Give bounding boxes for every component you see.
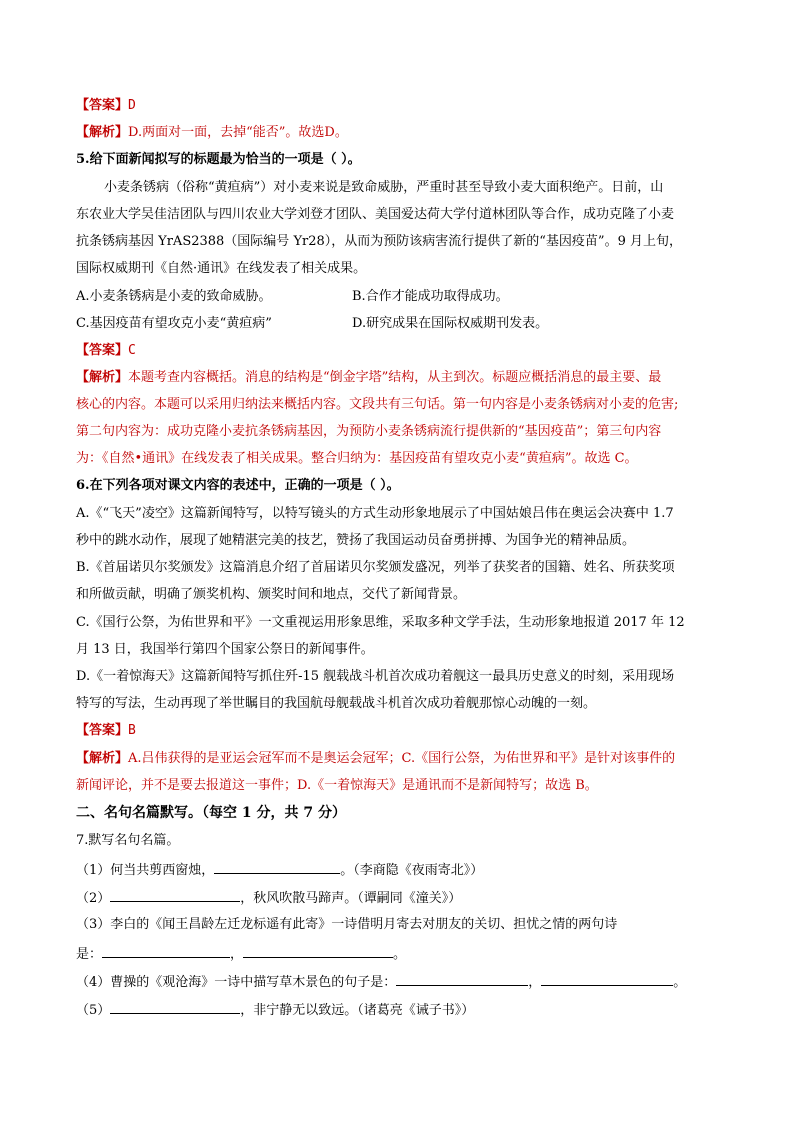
answer-blank[interactable] — [102, 944, 230, 958]
answer-blank[interactable] — [541, 972, 673, 986]
q7-item-text: ， — [230, 947, 244, 962]
q5-analysis-text: 本题考查内容概括。消息的结构是“倒金字塔”结构，从主到次。标题应概括消息的最主要、最 — [128, 370, 662, 385]
q7-item-5 — [76, 1000, 474, 1020]
q5-answer-line — [76, 342, 136, 360]
q7-item-1 — [76, 860, 483, 880]
q6-option-line: C.《国行公祭，为佑世界和平》一文重视运用形象思维，采取多种文学手法，生动形象地报道 2017 年 12 — [76, 615, 685, 630]
q4-analysis: D.两面对一面，去掉“能否”。故选D。 — [128, 125, 348, 140]
analysis-tag: 【解析】 — [76, 370, 129, 385]
q6-analysis-text: A.吕伟获得的是亚运会冠军而不是奥运会冠军；C.《国行公祭，为佑世界和平》是针对该事件的 — [128, 751, 676, 766]
q7-item-text: （4）曹操的《观沧海》一诗中描写草木景色的句子是： — [76, 975, 397, 990]
q7-item-text: ， — [528, 975, 542, 990]
answer-tag: 【答案】 — [76, 343, 129, 358]
q5-passage-line: 国际权威期刊《自然·通讯》在线发表了相关成果。 — [76, 261, 367, 276]
analysis-tag: 【解析】 — [76, 125, 129, 140]
q6-option-line: D.《一着惊海天》这篇新闻特写抓住歼-15 舰载战斗机首次成功着舰这一最具历史意义的时刻，采用现场 — [76, 669, 675, 684]
q7-item-text: ，秋风吹散马蹄声。（谭嗣同《潼关》） — [240, 891, 462, 906]
q5-passage-line: 东农业大学吴佳洁团队与四川农业大学刘登才团队、美国爱达荷大学付道林团队等合作，成功克隆了小麦 — [76, 207, 675, 222]
q6-analysis-line — [76, 750, 675, 768]
q5-option-b: B.合作才能成功取得成功。 — [352, 289, 509, 304]
q6-option-line: B.《首届诺贝尔奖颁发》这篇消息介绍了首届诺贝尔奖颁发盛况，列举了获奖者的国籍、姓名、所获奖项 — [76, 560, 675, 575]
q6-option-line: 特写的写法，生动再现了举世瞩目的我国航母舰载战斗机首次成功着舰那惊心动魄的一刻。 — [76, 696, 597, 711]
q7-item-text: （1）何当共剪西窗烛， — [76, 863, 215, 878]
q7-item-text: （5） — [76, 1003, 111, 1018]
q5-analysis-text: 核心的内容。本题可以采用归纳法来概括内容。文段共有三句话。第一句内容是小麦条锈病对小麦的危害; — [76, 397, 679, 412]
q7-item-2 — [76, 888, 461, 908]
answer-tag: 【答案】 — [76, 98, 129, 113]
q5-option-a: A.小麦条锈病是小麦的致命威胁。 — [76, 289, 272, 304]
q7-item-text: 是： — [76, 947, 103, 962]
q7-item-4 — [76, 972, 686, 992]
q5-option-d: D.研究成果在国际权威期刊发表。 — [352, 316, 549, 331]
q6-option-line: 月 13 日，我国举行第四个国家公祭日的新闻事件。 — [76, 642, 374, 657]
answer-blank[interactable] — [110, 1000, 240, 1014]
q6-answer: B — [128, 723, 136, 738]
q6-answer-line — [76, 722, 136, 740]
q6-option-line: A.《“飞天”凌空》这篇新闻特写，以特写镜头的方式生动形象地展示了中国姑娘吕伟在奥运会决赛中 1.7 — [76, 506, 674, 521]
answer-blank[interactable] — [110, 888, 240, 902]
q7-item-text: 。（李商隐《夜雨寄北》） — [340, 863, 484, 878]
answer-blank[interactable] — [243, 944, 393, 958]
q5-passage-line: 抗条锈病基因 YrAS2388（国际编号 Yr28），从而为预防该病害流行提供了新的“基因疫苗”。9 月上旬， — [76, 234, 682, 249]
q5-analysis-text: 为：《自然•通讯》在线发表了相关成果。整合归纳为：基因疫苗有望攻克小麦“黄疸病”。故选 C。 — [76, 451, 638, 466]
q5-analysis-line — [76, 369, 661, 387]
answer-blank[interactable] — [396, 972, 528, 986]
q6-analysis-text: 新闻评论，并不是要去报道这一事件；D.《一着惊海天》是通讯而不是新闻特写；故选 B。 — [76, 778, 598, 793]
q7-item-text: ，非宁静无以致远。（诸葛亮《诫子书》） — [240, 1003, 475, 1018]
answer-blank[interactable] — [214, 860, 340, 874]
q4-answer-line — [76, 97, 136, 115]
q6-stem: 6.在下列各项对课文内容的表述中，正确的一项是（ ）。 — [76, 478, 400, 493]
q7-item-text: （2） — [76, 891, 111, 906]
q7-stem: 7.默写名句名篇。 — [76, 833, 180, 848]
q7-item-3-blanks — [76, 944, 406, 964]
q7-item-3: （3）李白的《闻王昌龄左迁龙标遥有此寄》一诗借明月寄去对朋友的关切、担忧之情的两句诗 — [76, 917, 618, 932]
q4-analysis-line — [76, 124, 348, 142]
q4-answer: D — [128, 98, 136, 113]
q7-item-text: 。 — [393, 947, 407, 962]
q5-passage-line: 小麦条锈病（俗称“黄疸病”）对小麦来说是致命威胁，严重时甚至导致小麦大面积绝产。日前，山 — [104, 180, 664, 195]
q5-stem: 5.给下面新闻拟写的标题最为恰当的一项是（ ）。 — [76, 152, 361, 167]
q7-item-text: 。 — [673, 975, 687, 990]
q5-analysis-text: 第二句内容为：成功克隆小麦抗条锈病基因，为预防小麦条锈病流行提供新的“基因疫苗”；第三句内容 — [76, 424, 662, 439]
q6-option-line: 秒中的跳水动作，展现了她精湛完美的技艺，赞扬了我国运动员奋勇拼搏、为国争光的精神品质。 — [76, 533, 636, 548]
q5-answer: C — [128, 343, 136, 358]
section-heading: 二、名句名篇默写。（每空 1 分，共 7 分） — [76, 805, 346, 821]
answer-tag: 【答案】 — [76, 723, 129, 738]
q6-option-line: 和所做贡献，明确了颁奖机构、颁奖时间和地点，交代了新闻背景。 — [76, 587, 467, 602]
q5-option-c: C.基因疫苗有望攻克小麦“黄疸病” — [76, 316, 272, 331]
analysis-tag: 【解析】 — [76, 751, 129, 766]
